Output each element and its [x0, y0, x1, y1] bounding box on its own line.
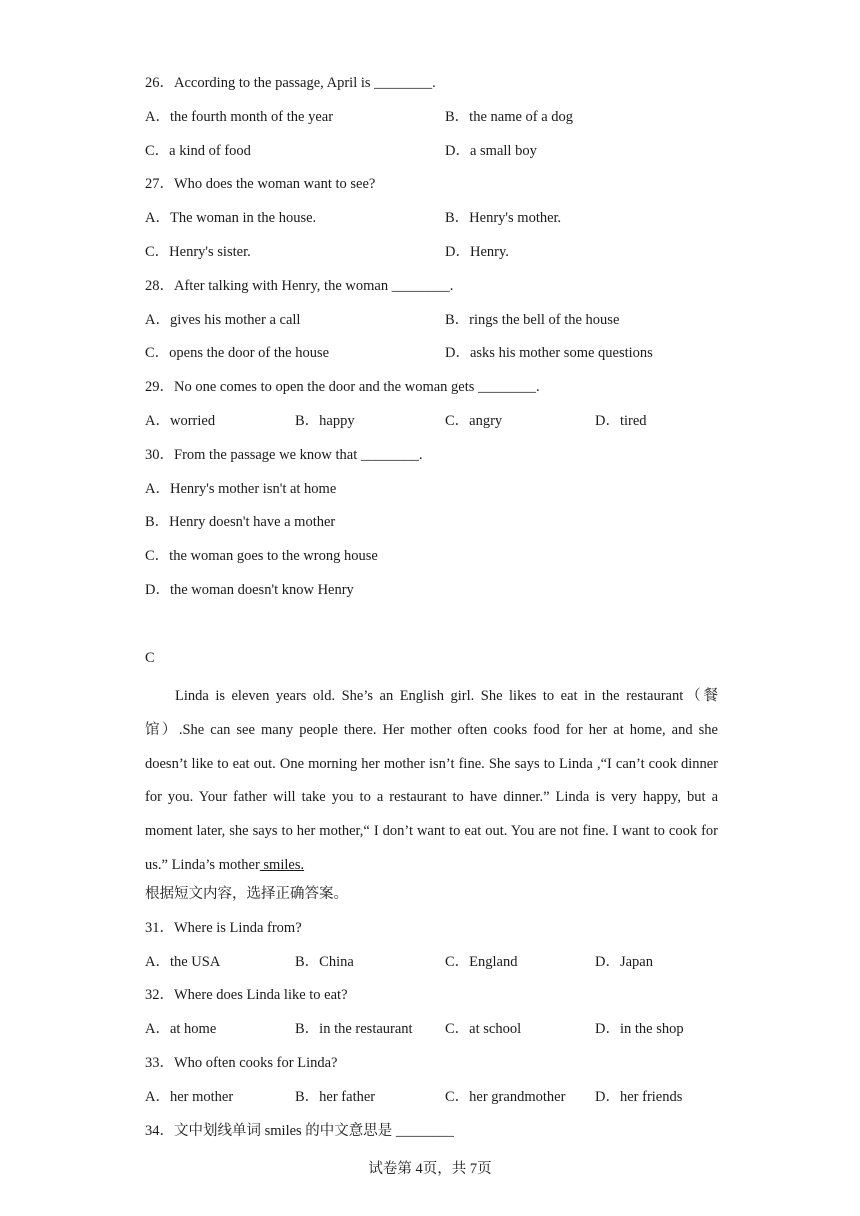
question-30-option-b: B．Henry doesn't have a mother	[145, 514, 336, 530]
question-28-option-c: C．opens the door of the house	[145, 345, 330, 361]
question-26-option-a: A．the fourth month of the year	[145, 109, 334, 125]
question-32-stem: 32．Where does Linda like to eat?	[145, 987, 348, 1003]
question-33-option-a: A．her mother	[145, 1089, 234, 1105]
question-28-option-d: D．asks his mother some questions	[445, 345, 653, 361]
question-29-option-a: A．worried	[145, 413, 216, 429]
question-29-option-b: B．happy	[295, 413, 355, 429]
reading-passage	[145, 680, 718, 883]
question-26-option-b: B．the name of a dog	[445, 109, 574, 125]
question-33-stem: 33．Who often cooks for Linda?	[145, 1055, 338, 1071]
question-29-option-c: C．angry	[445, 413, 503, 429]
question-31-stem: 31．Where is Linda from?	[145, 920, 302, 936]
question-32-option-a: A．at home	[145, 1021, 217, 1037]
question-29-stem: 29．No one comes to open the door and the woman gets ________.	[145, 379, 540, 395]
question-26-option-c: C．a kind of food	[145, 143, 251, 159]
question-32-option-d: D．in the shop	[595, 1021, 684, 1037]
question-33-option-c: C．her grandmother	[445, 1089, 566, 1105]
question-28-option-a: A．gives his mother a call	[145, 312, 301, 328]
question-31-option-c: C．England	[445, 954, 518, 970]
question-28-stem: 28．After talking with Henry, the woman ________.	[145, 278, 454, 294]
question-30-option-c: C．the woman goes to the wrong house	[145, 548, 378, 564]
underlined-word: smiles.	[259, 856, 305, 873]
question-34-stem: 34．文中划线单词 smiles 的中文意思是 ________	[145, 1123, 454, 1139]
question-26-stem: 26．According to the passage, April is ________.	[145, 75, 436, 91]
section-label: C	[145, 650, 155, 666]
question-30-option-a: A．Henry's mother isn't at home	[145, 481, 337, 497]
question-30-stem: 30．From the passage we know that ________.	[145, 447, 423, 463]
question-31-option-b: B．China	[295, 954, 354, 970]
question-27-option-a: A．The woman in the house.	[145, 210, 317, 226]
question-33-option-b: B．her father	[295, 1089, 376, 1105]
question-31-option-a: A．the USA	[145, 954, 221, 970]
question-27-option-b: B．Henry's mother.	[445, 210, 562, 226]
question-33-option-d: D．her friends	[595, 1089, 683, 1105]
question-27-option-d: D．Henry.	[445, 244, 509, 260]
question-32-option-b: B．in the restaurant	[295, 1021, 413, 1037]
instruction-text: 根据短文内容，选择正确答案。	[145, 886, 348, 902]
question-31-option-d: D．Japan	[595, 954, 653, 970]
passage-text: Linda is eleven years old. She’s an English girl. She likes to eat in the restaurant（餐馆）.She can see many people there. Her mother often cooks food for her at home, and she doesn’t like to eat out. One morning her mother isn’t fine. She says to Linda ,“I can’t cook dinner for you. Your father will take you to a restaurant to have dinner.” Linda is very happy, but a moment later, she says to her mother,“ I don’t want to eat out. You are not fine. I want to cook for us.” Linda’s mother	[145, 688, 718, 873]
question-30-option-d: D．the woman doesn't know Henry	[145, 582, 354, 598]
question-29-option-d: D．tired	[595, 413, 647, 429]
question-26-option-d: D．a small boy	[445, 143, 537, 159]
page-number-footer: 试卷第 4页，共 7页	[368, 1161, 492, 1177]
question-27-stem: 27．Who does the woman want to see?	[145, 176, 376, 192]
question-27-option-c: C．Henry's sister.	[145, 244, 251, 260]
question-32-option-c: C．at school	[445, 1021, 522, 1037]
question-28-option-b: B．rings the bell of the house	[445, 312, 620, 328]
